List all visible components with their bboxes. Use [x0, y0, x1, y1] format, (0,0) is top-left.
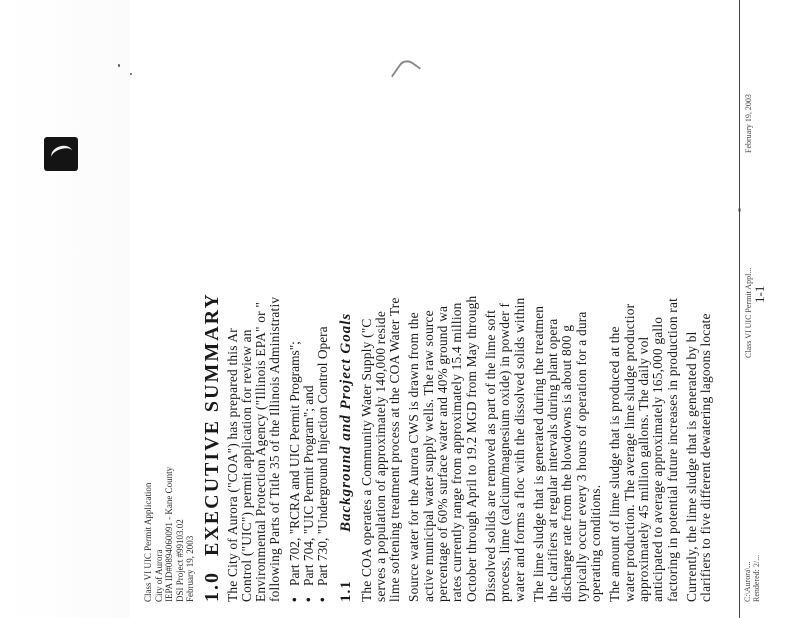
- header-line: Class VI UIC Permit Application: [143, 482, 153, 602]
- list-item: •Part 702, "RCRA and UIC Permit Programs";: [286, 341, 302, 602]
- text-line: Dissolved solids are removed as part of the lime soft: [482, 309, 498, 602]
- text-line: typically occur every 3 hours of operation for a dura: [573, 311, 589, 602]
- header-line: February 19, 2003: [185, 535, 195, 602]
- text-line: October through April to 19.2 MGD from May through: [463, 295, 479, 602]
- scan-artifact-mark: [44, 137, 78, 171]
- paragraph: [608, 0, 679, 602]
- text-line: process, lime (calcium/magnesium oxide) in powder f: [497, 302, 513, 602]
- text-line: water production. The average lime sludge productior: [621, 303, 637, 602]
- list-item-text: Part 702, "RCRA and UIC Permit Programs";: [286, 341, 302, 586]
- text-line: active municipal water supply wells. The raw source: [420, 310, 436, 602]
- subsection-title: [336, 0, 356, 602]
- paragraph: [407, 0, 478, 602]
- subsection-title-text: Background and Project Goals: [337, 312, 354, 532]
- page-header: [143, 0, 196, 618]
- text-line: Control ("UIC") permit application for review an: [238, 329, 254, 602]
- text-line: lime softening treatment process at the COA Water Tre: [387, 297, 403, 602]
- text-line: The amount of lime sludge that is produced at the: [607, 326, 623, 602]
- text-line: the clarifiers at regular intervals during plant opera: [545, 318, 561, 602]
- page-number: 1-1: [752, 285, 767, 303]
- list-item-text: Part 704, "UIC Permit Program"; and: [300, 385, 316, 586]
- footer-rendered: Rendered: 2/...: [752, 554, 761, 602]
- text-line: The lime sludge that is generated during the treatmen: [530, 305, 546, 602]
- page-footer: [739, 0, 770, 618]
- list-item: •Part 730, "Underground Injection Control Opera: [315, 326, 331, 602]
- intro-paragraph: [226, 0, 283, 602]
- section-number: 1.0: [200, 571, 223, 602]
- paragraph: [532, 0, 603, 602]
- text-line: approximately 45 million gallons. The daily vol: [635, 336, 651, 602]
- section-title: [200, 0, 224, 602]
- text-line: Currently, the lime sludge that is generated by bl: [683, 331, 699, 602]
- header-line: City of Aurora: [153, 549, 164, 602]
- paragraph: [685, 0, 714, 602]
- text-line: following Parts of Title 35 of the Illinois Administrativ: [267, 296, 283, 602]
- list-item: •Part 704, "UIC Permit Program"; and: [300, 385, 316, 602]
- text-line: factoring in potential future increases in production rat: [664, 297, 680, 602]
- footer-right: February 19, 2003: [744, 94, 753, 153]
- text-line: The City of Aurora ("COA") has prepared this Ar: [224, 328, 240, 602]
- paragraph: [484, 0, 527, 602]
- text-line: anticipated to average approximately 165,000 gallo: [650, 316, 666, 602]
- text-line: water and forms a floc with the dissolved solids within: [511, 297, 527, 602]
- text-line: discharge rate from the blowdowns is about 800 g: [559, 324, 575, 602]
- scan-speck: [118, 64, 120, 67]
- text-line: Environmental Protection Agency ("Illinois EPA" or ": [253, 301, 269, 602]
- footer-center: Class VI UIC Permit Appl...: [744, 267, 753, 358]
- regulation-list: [288, 0, 331, 602]
- text-line: percentage of 60% surface water and 40% ground wa: [435, 305, 451, 602]
- text-line: serves a population of approximately 140,000 reside: [372, 311, 388, 602]
- header-line: IEPA ID#0894060091 - Kane County: [164, 466, 174, 602]
- footer-left: [743, 555, 761, 602]
- header-line: DSI Project #99103.02: [174, 519, 185, 602]
- scan-speck: [130, 73, 132, 75]
- paragraph: [360, 0, 403, 602]
- text-line: clarifiers to five different dewatering lagoons locate: [698, 313, 714, 602]
- list-item-text: Part 730, "Underground Injection Control Opera: [315, 326, 331, 586]
- rotated-document-page: [135, 0, 775, 618]
- scan-edge: [0, 0, 130, 618]
- footer-path: C:\Aurora\...: [743, 561, 752, 602]
- text-line: operating conditions.: [588, 484, 604, 602]
- text-line: Source water for the Aurora CWS is drawn from the: [406, 312, 422, 602]
- text-line: The COA operates a Community Water Supply ("C: [358, 318, 374, 602]
- section-title-text: EXECUTIVE SUMMARY: [200, 292, 223, 556]
- text-line: rates currently range from approximately 15.4 million: [449, 302, 465, 602]
- subsection-number: 1.1: [337, 580, 354, 602]
